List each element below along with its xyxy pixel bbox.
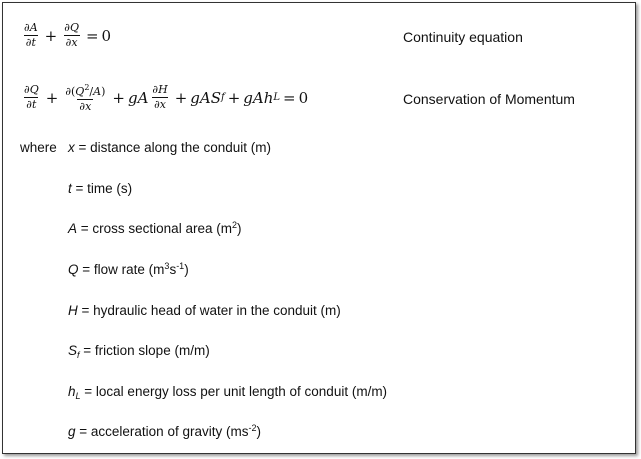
- fraction-dA-dt: $\frac{\partial A}{\partial t}$: [24, 21, 38, 49]
- fraction-dQ-dx: $\frac{\partial Q}{\partial x}$: [64, 21, 79, 49]
- definition-hL: $h_L$ = local energy loss per unit length of conduit (m/m): [68, 384, 388, 401]
- definition-H: H = hydraulic head of water in the conduit (m): [68, 303, 341, 318]
- definition-g: g = acceleration of gravity $(ms^{-2})$: [68, 423, 261, 439]
- document-frame: [2, 2, 636, 454]
- definition-t: t = time (s): [68, 181, 133, 196]
- continuity-label: Continuity equation: [403, 29, 523, 45]
- continuity-rhs: 0: [101, 26, 112, 45]
- definition-x: x = distance along the conduit (m): [68, 140, 271, 155]
- fraction-dQ2A-dx: $\frac{\partial(Q^2/A)}{\partial x}$: [65, 83, 106, 113]
- fraction-dH-dx: $\frac{\partial H}{\partial x}$: [152, 83, 168, 111]
- definition-A: A = cross sectional area $(m^2)$: [68, 220, 242, 236]
- momentum-equation: $\frac{\partial Q}{\partial t}$ + $\frac{\partial(Q^2/A)}{\partial x}$ + gA $\frac{\partial H}{\partial x}$ + gAS f + gAh L = 0: [24, 83, 309, 113]
- continuity-equation: $\frac{\partial A}{\partial t}$ + $\frac{\partial Q}{\partial x}$ = 0: [24, 21, 112, 49]
- definition-Q: Q = flow rate $(m^3s^{-1})$: [68, 261, 189, 277]
- where-word: where: [20, 140, 57, 155]
- momentum-label: Conservation of Momentum: [403, 91, 575, 107]
- fraction-dQ-dt: $\frac{\partial Q}{\partial t}$: [24, 83, 39, 111]
- momentum-rhs: 0: [298, 88, 309, 107]
- definition-Sf: $S_f$ = friction slope (m/m): [68, 343, 210, 360]
